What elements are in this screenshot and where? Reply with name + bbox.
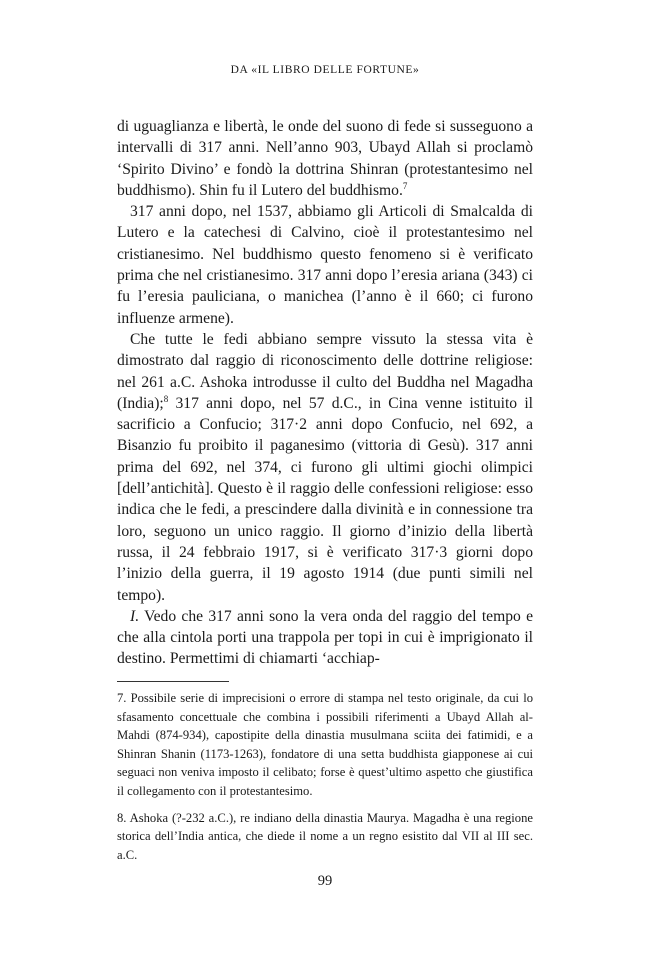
footnote-7: 7. Possibile serie di imprecisioni o errore di stampa nel testo originale, da cui lo sfasamento concettuale che combina i possibili riferimenti a Ubayd Allah al-Mahdi (874-934), capostipite della dinastia musulmana sciita dei fatimidi, e a Shinran Shanin (1173-1263), fondatore di una setta buddhista giapponese ai cui seguaci non veniva imposto il celibato; forse è quest’ultimo aspetto che giustifica il collegamento con il protestantesimo. [117, 691, 533, 798]
paragraph-1 [117, 116, 533, 201]
footnotes [117, 689, 533, 872]
paragraph-3-text-a: Che tutte le fedi abbiano sempre vissuto la stessa vita è dimostrato dal raggio di riconoscimento delle dottrine religiose: nel 261 a.C. Ashoka introdusse il culto del Buddha nel Magadha (India); [117, 330, 533, 412]
running-head: DA «IL LIBRO DELLE FORTUNE» [230, 64, 420, 76]
paragraph-3-text-b: 317 anni dopo, nel 57 d.C., in Cina venne istituito il sacrificio a Confucio; 317·2 anni dopo Confucio, nel 692, a Bisanzio fu proibito il paganesimo (vittoria di Gesù). 317 anni prima del 692, nel 374, ci furono gli ultimi giochi olimpici [dell’antichità]. Questo è il raggio delle confessioni religiose: esso indica che le fedi, a prescindere dalla divinità e in connessione tra loro, seguono un unico raggio. Il giorno d’inizio della libertà russa, il 24 febbraio 1917, si è verificato 317·3 giorni dopo l’inizio della guerra, il 19 agosto 1914 (due punti simili nel tempo). [117, 394, 533, 604]
paragraph-4 [117, 606, 533, 670]
footnote-ref-7: 7 [402, 180, 408, 191]
footnote-8: 8. Ashoka (?-232 a.C.), re indiano della dinastia Maurya. Magadha è una regione storica dell’India antica, che diede il nome a un regno esistito dal VII al III sec. a.C. [117, 810, 533, 862]
paragraph-4-text: Vedo che 317 anni sono la vera onda del raggio del tempo e che alla cintola porti una trappola per topi in cui è imprigionato il destino. Permettimi di chiamarti ‘acchiap- [117, 607, 533, 668]
main-text [117, 116, 533, 670]
paragraph-4-lead: I. [130, 607, 140, 625]
footnote-ref-8: 8 [163, 393, 169, 404]
paragraph-1-text: di uguaglianza e libertà, le onde del suono di fede si susseguono a intervalli di 317 anni. Nell’anno 903, Ubayd Allah si proclamò ‘Spirito Divino’ e fondò la dottrina Shinran (protestantesimo nel buddhismo). Shin fu il Lutero del buddhismo. [117, 118, 533, 199]
footnote-rule [117, 681, 229, 682]
paragraph-2: 317 anni dopo, nel 1537, abbiamo gli Articoli di Smalcalda di Lutero e la catechesi di Calvino, cioè il protestantesimo nel cristianesimo. Nel buddhismo questo fenomeno si è verificato prima che nel cristianesimo. 317 anni dopo l’eresia ariana (343) ci fu l’eresia pauliciana, o manichea (l’anno è il 660; ci furono influenze armene). [117, 203, 533, 327]
paragraph-3 [117, 329, 533, 606]
page-number: 99 [317, 873, 333, 889]
